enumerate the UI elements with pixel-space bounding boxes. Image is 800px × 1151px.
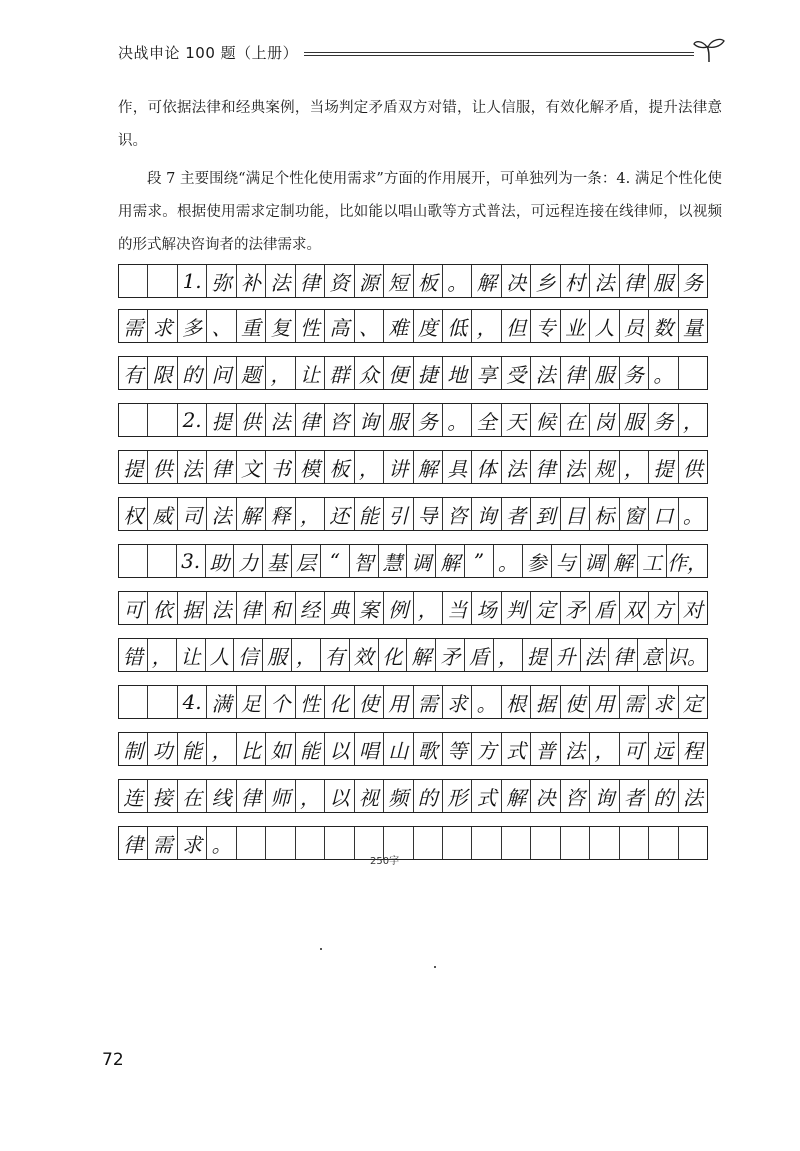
grid-cell bbox=[590, 827, 619, 859]
grid-cell: 识。 bbox=[667, 644, 708, 669]
grid-cell: 务 bbox=[414, 404, 443, 436]
grid-cell: 经 bbox=[296, 592, 325, 624]
grid-cell: 能 bbox=[355, 498, 384, 530]
grid-cell: 式 bbox=[472, 780, 501, 812]
grid-cell: 根 bbox=[502, 686, 531, 718]
grid-cell: 律 bbox=[531, 451, 560, 483]
grid-cell: 基 bbox=[263, 545, 292, 577]
grid-cell: 视 bbox=[355, 780, 384, 812]
grid-cell: 3. bbox=[177, 545, 206, 577]
grid-cell: 法 bbox=[561, 733, 590, 765]
grid-cell: 书 bbox=[266, 451, 295, 483]
paragraph-continuation: 作，可依据法律和经典案例，当场判定矛盾双方对错，让人信服，有效化解矛盾，提升法律意识。 bbox=[118, 100, 722, 149]
grid-cell bbox=[148, 545, 177, 577]
grid-cell: 。 bbox=[472, 686, 501, 718]
grid-cell: 、 bbox=[355, 310, 384, 342]
grid-cell: 决 bbox=[531, 780, 560, 812]
grid-cell: 的 bbox=[414, 780, 443, 812]
grid-cell: 式 bbox=[502, 733, 531, 765]
grid-cell: 在 bbox=[561, 404, 590, 436]
grid-cell: 法 bbox=[266, 265, 295, 297]
grid-cell: 矛 bbox=[561, 592, 590, 624]
grid-row bbox=[118, 356, 708, 390]
grid-cell: 村 bbox=[561, 265, 590, 297]
grid-cell: 个 bbox=[266, 686, 295, 718]
grid-cell: 法 bbox=[207, 592, 236, 624]
grid-cell: 法 bbox=[207, 498, 236, 530]
grid-cell: 短 bbox=[384, 265, 413, 297]
grid-cell: 乡 bbox=[531, 265, 560, 297]
grid-cell: 解 bbox=[407, 639, 436, 671]
grid-cell: 服 bbox=[384, 404, 413, 436]
grid-cell: ， bbox=[414, 592, 443, 624]
grid-cell: 用 bbox=[590, 686, 619, 718]
grid-cell: 。 bbox=[207, 827, 236, 859]
grid-cell: 低 bbox=[443, 310, 472, 342]
grid-cell: 让 bbox=[296, 357, 325, 389]
grid-cell: 据 bbox=[178, 592, 207, 624]
grid-cell: 2. bbox=[178, 404, 207, 436]
grid-row bbox=[118, 309, 708, 343]
grid-cell: 的 bbox=[178, 357, 207, 389]
grid-row bbox=[118, 403, 708, 437]
grid-cell: ， bbox=[355, 451, 384, 483]
grid-cell: “ bbox=[321, 545, 350, 577]
scan-speck bbox=[320, 948, 322, 950]
grid-cell: 助 bbox=[206, 545, 235, 577]
grid-cell: 讲 bbox=[384, 451, 413, 483]
grid-row bbox=[118, 450, 708, 484]
grid-cell: 需 bbox=[620, 686, 649, 718]
grid-cell: 制 bbox=[119, 733, 148, 765]
grid-cell: 专 bbox=[531, 310, 560, 342]
grid-cell: 功 bbox=[148, 733, 177, 765]
grid-cell: 接 bbox=[148, 780, 177, 812]
scan-speck bbox=[434, 966, 436, 968]
grid-cell: 律 bbox=[609, 639, 638, 671]
grid-cell: 法 bbox=[682, 785, 703, 810]
grid-row bbox=[118, 826, 708, 860]
grid-cell: 源 bbox=[355, 265, 384, 297]
grid-cell: 咨 bbox=[325, 404, 354, 436]
grid-cell: 如 bbox=[266, 733, 295, 765]
grid-cell: 线 bbox=[207, 780, 236, 812]
grid-cell: 高 bbox=[325, 310, 354, 342]
grid-cell: 普 bbox=[531, 733, 560, 765]
grid-cell: 求 bbox=[178, 827, 207, 859]
grid-cell: 。 bbox=[443, 265, 472, 297]
grid-cell: 律 bbox=[620, 265, 649, 297]
grid-cell: 难 bbox=[384, 310, 413, 342]
grid-cell: 当 bbox=[443, 592, 472, 624]
grid-cell: 智 bbox=[350, 545, 379, 577]
grid-cell: 山 bbox=[384, 733, 413, 765]
grid-cell: 引 bbox=[384, 498, 413, 530]
grid-cell: 律 bbox=[119, 827, 148, 859]
grid-cell: 便 bbox=[384, 357, 413, 389]
grid-cell bbox=[649, 827, 678, 859]
grid-cell: 多 bbox=[178, 310, 207, 342]
grid-cell: 法 bbox=[502, 451, 531, 483]
grid-cell: ， bbox=[620, 451, 649, 483]
grid-cell: 文 bbox=[237, 451, 266, 483]
grid-cell: 让 bbox=[177, 639, 206, 671]
grid-cell: 层 bbox=[292, 545, 321, 577]
grid-cell: 能 bbox=[178, 733, 207, 765]
grid-cell: ， bbox=[296, 780, 325, 812]
grid-cell: 标 bbox=[590, 498, 619, 530]
grid-cell: 。 bbox=[649, 357, 678, 389]
grid-cell: 服 bbox=[263, 639, 292, 671]
grid-cell: 权 bbox=[119, 498, 148, 530]
grid-cell bbox=[148, 265, 177, 297]
grid-cell: 导 bbox=[414, 498, 443, 530]
grid-cell: 解 bbox=[237, 498, 266, 530]
grid-cell: 与 bbox=[552, 545, 581, 577]
grid-cell bbox=[679, 827, 707, 859]
grid-cell: 律 bbox=[561, 357, 590, 389]
grid-cell: 盾 bbox=[590, 592, 619, 624]
grid-cell: 人 bbox=[206, 639, 235, 671]
grid-cell: 询 bbox=[590, 780, 619, 812]
grid-cell: 释 bbox=[266, 498, 295, 530]
grid-cell: 模 bbox=[296, 451, 325, 483]
grid-cell: ， bbox=[472, 310, 501, 342]
grid-cell: 据 bbox=[531, 686, 560, 718]
grid-cell: 度 bbox=[414, 310, 443, 342]
grid-cell: 服 bbox=[649, 265, 678, 297]
grid-cell: 者 bbox=[620, 780, 649, 812]
grid-cell: 量 bbox=[682, 315, 703, 340]
header-rule-double bbox=[304, 55, 694, 56]
grid-cell: 提 bbox=[207, 404, 236, 436]
grid-cell: 典 bbox=[325, 592, 354, 624]
grid-cell: 务 bbox=[682, 270, 703, 295]
grid-cell: ， bbox=[590, 733, 619, 765]
grid-cell: 到 bbox=[531, 498, 560, 530]
grid-cell bbox=[472, 827, 501, 859]
grid-cell: 受 bbox=[502, 357, 531, 389]
grid-cell: 法 bbox=[531, 357, 560, 389]
grid-cell: 盾 bbox=[465, 639, 494, 671]
grid-cell: 体 bbox=[472, 451, 501, 483]
grid-row bbox=[118, 544, 708, 578]
grid-cell: 有 bbox=[321, 639, 350, 671]
grid-cell: ， bbox=[296, 498, 325, 530]
grid-cell: 人 bbox=[590, 310, 619, 342]
grid-cell: 候 bbox=[531, 404, 560, 436]
grid-cell: 法 bbox=[590, 265, 619, 297]
grid-cell: 询 bbox=[472, 498, 501, 530]
grid-cell: 矛 bbox=[436, 639, 465, 671]
grid-cell: 远 bbox=[649, 733, 678, 765]
grid-cell: 重 bbox=[237, 310, 266, 342]
grid-cell: 定 bbox=[531, 592, 560, 624]
grid-cell: 天 bbox=[502, 404, 531, 436]
grid-cell: 调 bbox=[581, 545, 610, 577]
grid-cell bbox=[119, 545, 148, 577]
grid-row bbox=[118, 779, 708, 813]
grid-cell: 地 bbox=[443, 357, 472, 389]
grid-cell: 数 bbox=[649, 310, 678, 342]
grid-cell: 具 bbox=[443, 451, 472, 483]
grid-cell: 1. bbox=[178, 265, 207, 297]
grid-cell: 慧 bbox=[379, 545, 408, 577]
grid-cell: 足 bbox=[237, 686, 266, 718]
paragraph-analysis: 段 7 主要围绕“满足个性化使用需求”方面的作用展开，可单独列为一条：4. 满足个性化使用需求。根据使用需求定制功能，比如能以唱山歌等方式普法，可远程连接在线律师，以视频的形式解决咨询者的法律需求。 bbox=[118, 171, 722, 253]
grid-cell: 资 bbox=[325, 265, 354, 297]
grid-cell bbox=[296, 827, 325, 859]
grid-cell: ， bbox=[292, 639, 321, 671]
grid-cell: 唱 bbox=[355, 733, 384, 765]
page-number: 72 bbox=[102, 1050, 124, 1070]
grid-cell: 4. bbox=[178, 686, 207, 718]
grid-cell: 可 bbox=[119, 592, 148, 624]
grid-cell: 咨 bbox=[443, 498, 472, 530]
grid-cell: 解 bbox=[609, 545, 638, 577]
grid-cell: ， bbox=[266, 357, 295, 389]
grid-cell: 解 bbox=[472, 265, 501, 297]
grid-cell: 复 bbox=[266, 310, 295, 342]
grid-cell bbox=[237, 827, 266, 859]
grid-row bbox=[118, 638, 708, 672]
grid-cell: 使 bbox=[355, 686, 384, 718]
grid-cell: 法 bbox=[266, 404, 295, 436]
grid-cell: 效 bbox=[350, 639, 379, 671]
grid-cell: 全 bbox=[472, 404, 501, 436]
grid-cell: 需 bbox=[414, 686, 443, 718]
grid-cell: 法 bbox=[178, 451, 207, 483]
grid-row bbox=[118, 591, 708, 625]
grid-cell: 可 bbox=[620, 733, 649, 765]
grid-cell: 比 bbox=[237, 733, 266, 765]
grid-cell: 窗 bbox=[620, 498, 649, 530]
grid-cell: 以 bbox=[325, 780, 354, 812]
grid-cell: ， bbox=[682, 409, 703, 434]
grid-cell: 形 bbox=[443, 780, 472, 812]
grid-cell: 频 bbox=[384, 780, 413, 812]
grid-cell: 。 bbox=[494, 545, 523, 577]
grid-cell bbox=[620, 827, 649, 859]
grid-row bbox=[118, 497, 708, 531]
grid-cell: 决 bbox=[502, 265, 531, 297]
grid-cell: 程 bbox=[682, 738, 703, 763]
grid-cell: 连 bbox=[119, 780, 148, 812]
grid-cell: 者 bbox=[502, 498, 531, 530]
grid-cell: 有 bbox=[119, 357, 148, 389]
grid-cell: 但 bbox=[502, 310, 531, 342]
grid-cell: 参 bbox=[523, 545, 552, 577]
grid-cell: 求 bbox=[649, 686, 678, 718]
grid-cell: 使 bbox=[561, 686, 590, 718]
grid-cell: 题 bbox=[237, 357, 266, 389]
grid-cell: 双 bbox=[620, 592, 649, 624]
grid-cell: 咨 bbox=[561, 780, 590, 812]
grid-cell: 补 bbox=[237, 265, 266, 297]
grid-cell: 师 bbox=[266, 780, 295, 812]
grid-cell: 解 bbox=[414, 451, 443, 483]
grid-cell: 解 bbox=[502, 780, 531, 812]
grid-cell: 的 bbox=[649, 780, 678, 812]
grid-cell: 众 bbox=[355, 357, 384, 389]
grid-cell: 性 bbox=[296, 310, 325, 342]
grid-cell: 服 bbox=[620, 404, 649, 436]
grid-cell bbox=[502, 827, 531, 859]
grid-cell: 、 bbox=[207, 310, 236, 342]
grid-cell: 业 bbox=[561, 310, 590, 342]
grid-cell: 用 bbox=[384, 686, 413, 718]
grid-cell: 等 bbox=[443, 733, 472, 765]
grid-cell bbox=[119, 404, 148, 436]
grid-cell: 能 bbox=[296, 733, 325, 765]
grid-cell: 群 bbox=[325, 357, 354, 389]
grid-cell: 解 bbox=[436, 545, 465, 577]
grid-cell: 目 bbox=[561, 498, 590, 530]
grid-cell bbox=[119, 686, 148, 718]
grid-cell bbox=[443, 827, 472, 859]
grid-cell: 限 bbox=[148, 357, 177, 389]
grid-cell: 法 bbox=[561, 451, 590, 483]
grid-cell: 还 bbox=[325, 498, 354, 530]
grid-cell: 律 bbox=[237, 592, 266, 624]
sprout-icon bbox=[692, 36, 726, 64]
grid-cell: 律 bbox=[207, 451, 236, 483]
grid-cell: 法 bbox=[581, 639, 610, 671]
grid-cell: 。 bbox=[682, 503, 703, 528]
grid-cell: 求 bbox=[148, 310, 177, 342]
grid-cell bbox=[266, 827, 295, 859]
grid-cell: 务 bbox=[620, 357, 649, 389]
grid-cell: 弥 bbox=[207, 265, 236, 297]
grid-cell: 板 bbox=[325, 451, 354, 483]
grid-cell: 。 bbox=[443, 404, 472, 436]
grid-cell: 询 bbox=[355, 404, 384, 436]
grid-cell: 求 bbox=[443, 686, 472, 718]
grid-cell: 提 bbox=[649, 451, 678, 483]
grid-cell: 歌 bbox=[414, 733, 443, 765]
grid-cell: 信 bbox=[234, 639, 263, 671]
grid-cell: 规 bbox=[590, 451, 619, 483]
grid-cell: 律 bbox=[237, 780, 266, 812]
word-count-label: 250字 bbox=[370, 856, 400, 867]
grid-cell: 化 bbox=[325, 686, 354, 718]
grid-cell: 员 bbox=[620, 310, 649, 342]
grid-cell: 捷 bbox=[414, 357, 443, 389]
grid-cell bbox=[414, 827, 443, 859]
grid-cell: 威 bbox=[148, 498, 177, 530]
grid-cell bbox=[325, 827, 354, 859]
grid-cell: 对 bbox=[682, 597, 703, 622]
grid-cell: 依 bbox=[148, 592, 177, 624]
grid-cell: 提 bbox=[119, 451, 148, 483]
grid-cell: 享 bbox=[472, 357, 501, 389]
grid-cell: 方 bbox=[649, 592, 678, 624]
grid-cell bbox=[531, 827, 560, 859]
grid-cell: 意 bbox=[638, 639, 667, 671]
grid-cell: 方 bbox=[472, 733, 501, 765]
grid-cell: 判 bbox=[502, 592, 531, 624]
grid-cell bbox=[119, 265, 148, 297]
grid-row bbox=[118, 732, 708, 766]
grid-cell: 服 bbox=[590, 357, 619, 389]
grid-cell: 场 bbox=[472, 592, 501, 624]
running-header bbox=[118, 36, 728, 66]
grid-cell: 工 bbox=[638, 545, 667, 577]
grid-cell: 作， bbox=[667, 550, 708, 575]
grid-cell: 在 bbox=[178, 780, 207, 812]
grid-row bbox=[118, 264, 708, 298]
grid-cell: 岗 bbox=[590, 404, 619, 436]
grid-cell: 升 bbox=[552, 639, 581, 671]
grid-cell: 性 bbox=[296, 686, 325, 718]
grid-cell: 律 bbox=[296, 404, 325, 436]
grid-cell: 以 bbox=[325, 733, 354, 765]
grid-cell: 律 bbox=[296, 265, 325, 297]
grid-cell: 司 bbox=[178, 498, 207, 530]
grid-cell: 口 bbox=[649, 498, 678, 530]
grid-cell: ， bbox=[207, 733, 236, 765]
grid-cell: 供 bbox=[148, 451, 177, 483]
grid-cell: 满 bbox=[207, 686, 236, 718]
grid-cell: 定 bbox=[682, 691, 703, 716]
grid-cell: ， bbox=[148, 639, 177, 671]
grid-cell: 和 bbox=[266, 592, 295, 624]
grid-cell: 例 bbox=[384, 592, 413, 624]
grid-cell bbox=[561, 827, 590, 859]
grid-cell: 调 bbox=[407, 545, 436, 577]
grid-cell: 问 bbox=[207, 357, 236, 389]
grid-cell bbox=[148, 686, 177, 718]
grid-cell: ” bbox=[465, 545, 494, 577]
grid-cell: 力 bbox=[234, 545, 263, 577]
grid-cell: 需 bbox=[148, 827, 177, 859]
grid-cell: 务 bbox=[649, 404, 678, 436]
grid-cell bbox=[148, 404, 177, 436]
grid-cell: 板 bbox=[414, 265, 443, 297]
grid-row bbox=[118, 685, 708, 719]
grid-cell: ， bbox=[494, 639, 523, 671]
grid-cell: 案 bbox=[355, 592, 384, 624]
grid-cell: 需 bbox=[119, 310, 148, 342]
grid-cell: 提 bbox=[523, 639, 552, 671]
header-rule bbox=[304, 52, 694, 53]
grid-cell: 化 bbox=[379, 639, 408, 671]
grid-cell: 错 bbox=[119, 639, 148, 671]
grid-cell: 供 bbox=[237, 404, 266, 436]
book-title: 决战申论 100 题（上册） bbox=[118, 44, 299, 62]
grid-cell bbox=[679, 357, 707, 389]
grid-cell: 供 bbox=[682, 456, 703, 481]
